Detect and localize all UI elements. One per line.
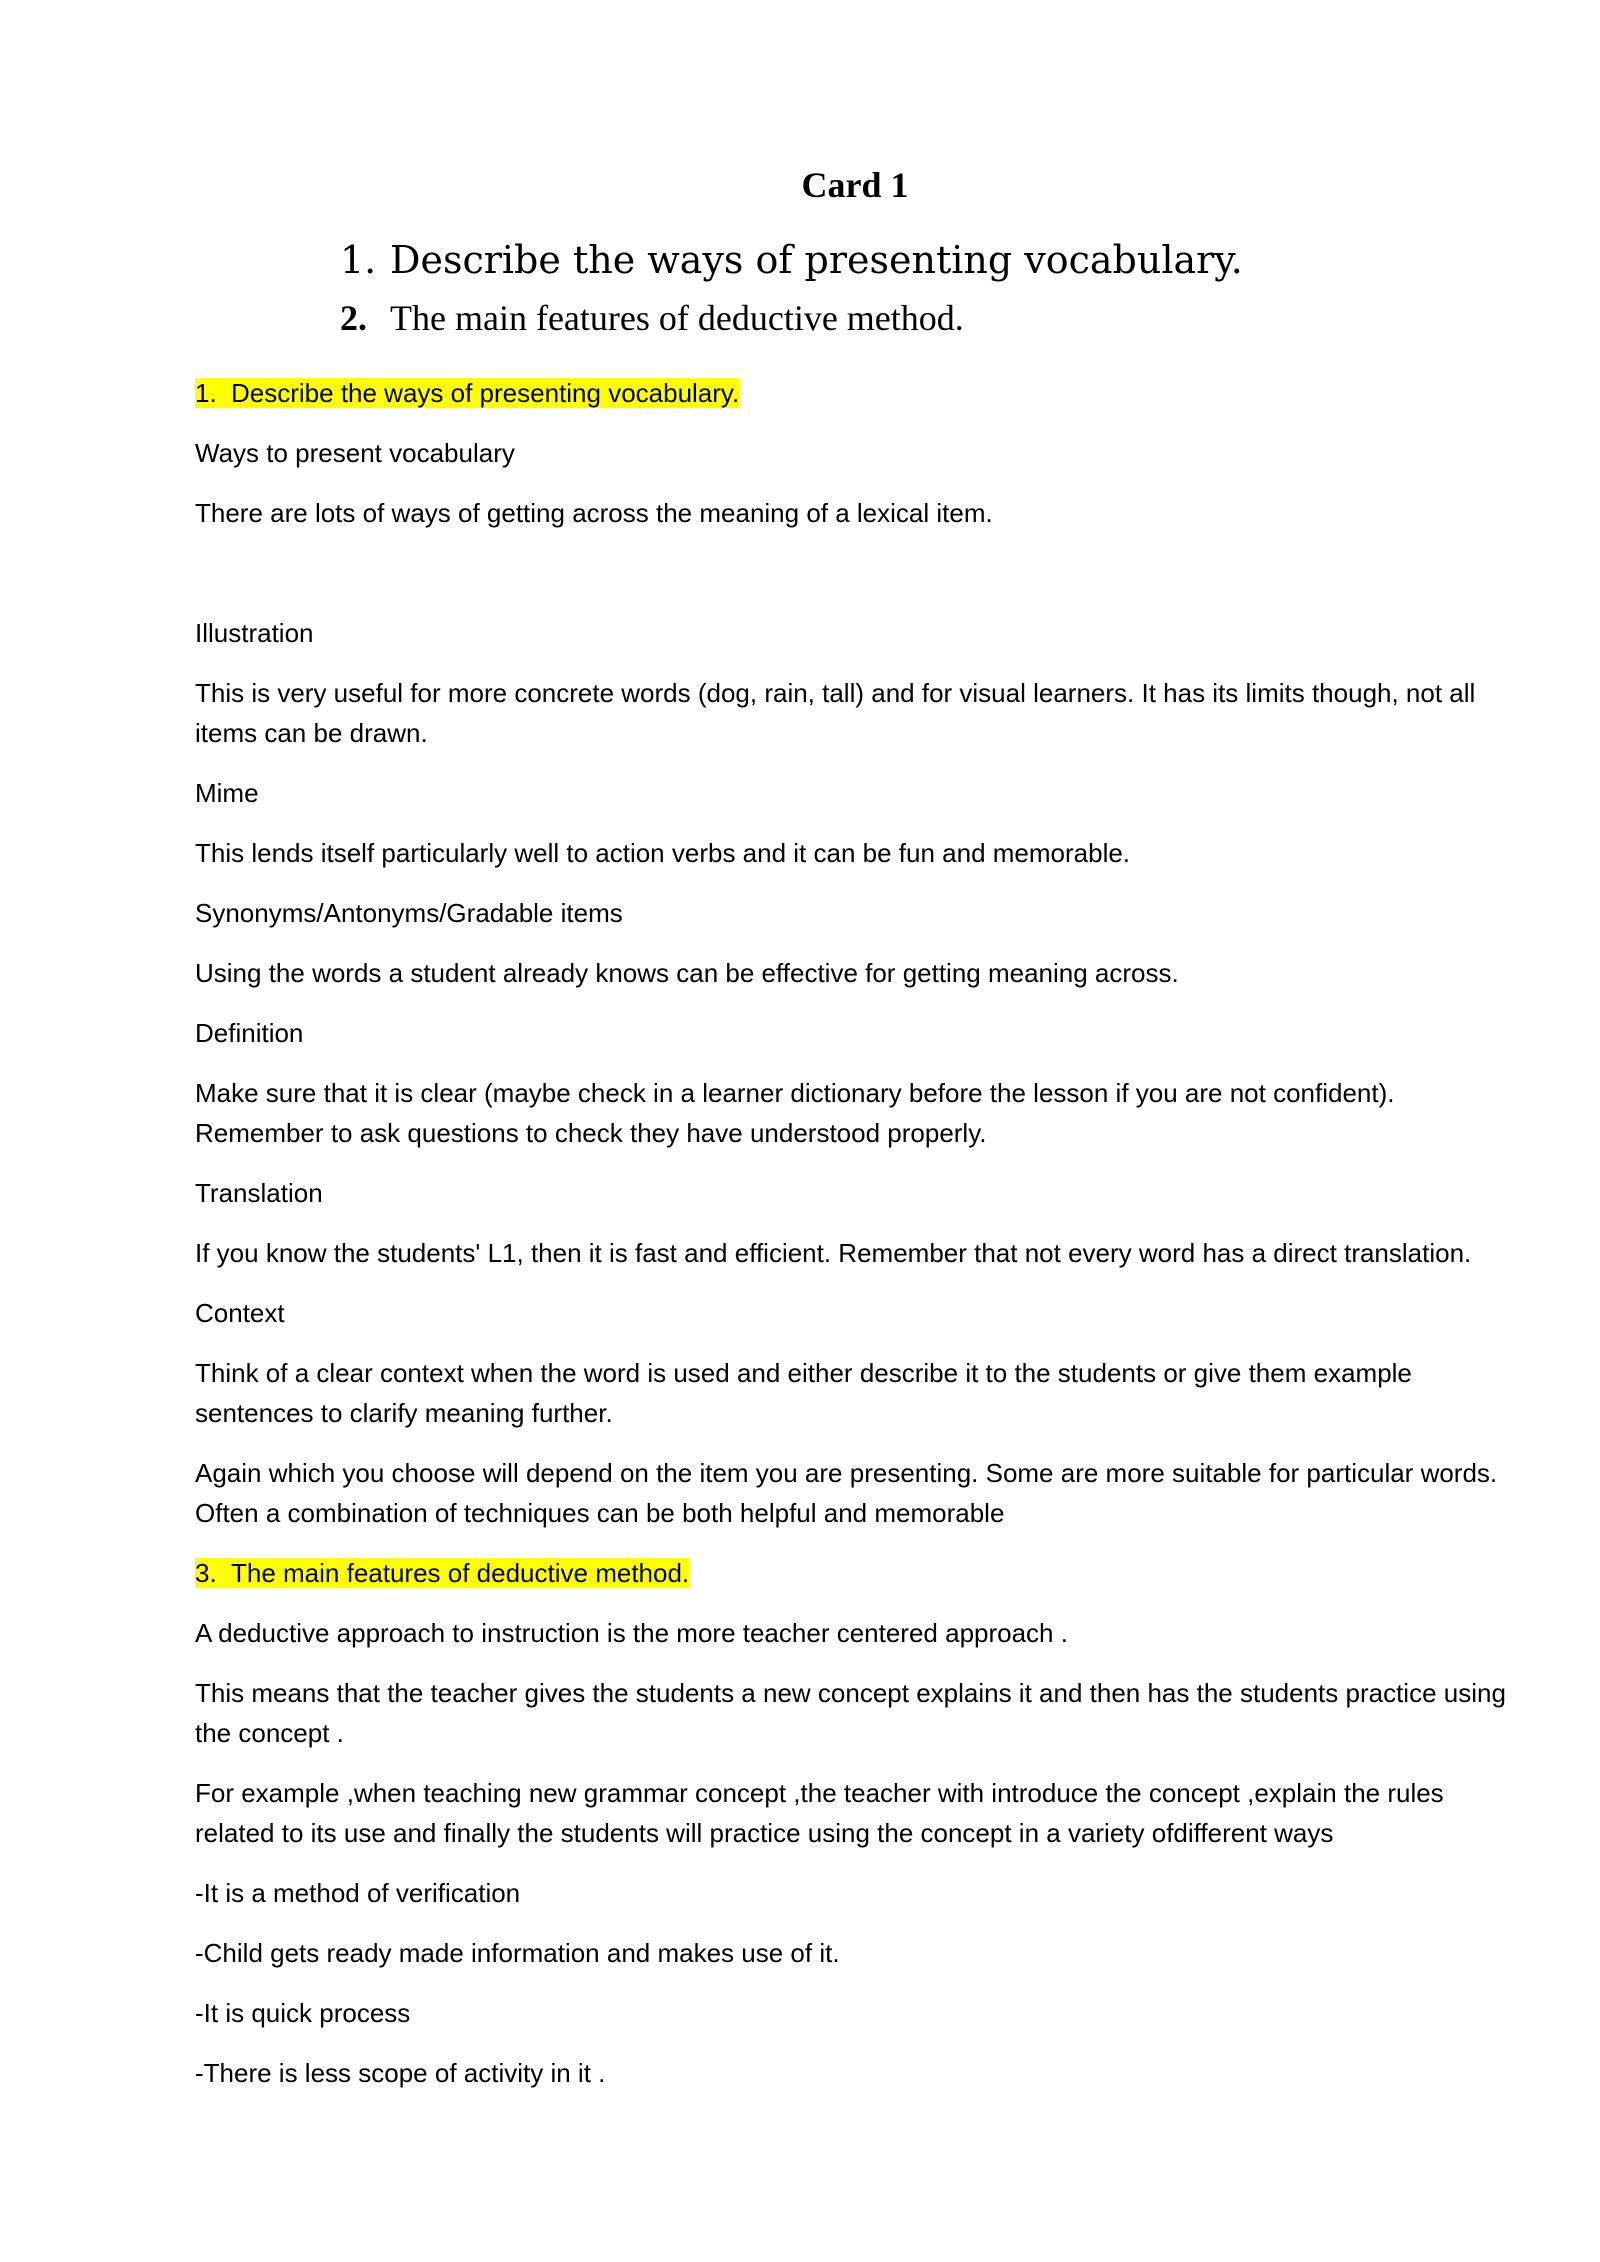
question-2 [340, 296, 964, 340]
item-text-translation: If you know the students' L1, then it is fast and efficient. Remember that not every word has a direct translation. [195, 1238, 1472, 1268]
document-body [195, 373, 1515, 2113]
feature-item: -There is less scope of activity in it . [195, 2058, 606, 2088]
item-label-definition: Definition [195, 1018, 304, 1048]
section-2-heading [195, 1553, 1515, 1593]
item-text-mime: This lends itself particularly well to action verbs and it can be fun and memorable. [195, 838, 1131, 868]
section-2-heading-text: The main features of deductive method. [231, 1558, 690, 1588]
item-label-synonyms: Synonyms/Antonyms/Gradable items [195, 898, 623, 928]
section-2-highlight [195, 1558, 689, 1588]
section-1-highlight [195, 378, 739, 408]
feature-item: -Child gets ready made information and makes use of it. [195, 1938, 840, 1968]
item-text-definition: Make sure that it is clear (maybe check in a learner dictionary before the lesson if you are not confident). Remember to ask questions to check they have understood properly. [195, 1078, 1395, 1148]
feature-item: -It is a method of verification [195, 1878, 521, 1908]
item-label-translation: Translation [195, 1178, 323, 1208]
question-2-number: 2. [340, 298, 367, 338]
item-text-synonyms: Using the words a student already knows can be effective for getting meaning across. [195, 958, 1179, 988]
section-1-intro: There are lots of ways of getting across the meaning of a lexical item. [195, 498, 993, 528]
item-label-context: Context [195, 1298, 285, 1328]
item-label-illustration: Illustration [195, 618, 314, 648]
section-2-paragraph: A deductive approach to instruction is the more teacher centered approach . [195, 1618, 1068, 1648]
question-2-text: The main features of deductive method. [390, 298, 964, 338]
item-text-illustration: This is very useful for more concrete words (dog, rain, tall) and for visual learners. It has its limits though, not all items can be drawn. [195, 678, 1476, 748]
section-1-heading-number: 1. [195, 378, 217, 408]
question-1 [340, 237, 1243, 283]
item-label-mime: Mime [195, 778, 259, 808]
section-1-conclusion: Again which you choose will depend on the item you are presenting. Some are more suitable for particular words. Often a combination of techniques can be both helpful and memorable [195, 1458, 1498, 1528]
section-2-heading-number: 3. [195, 1558, 217, 1588]
section-1-subtitle: Ways to present vocabulary [195, 438, 515, 468]
question-1-text: Describe the ways of presenting vocabulary. [390, 238, 1243, 282]
question-1-number: 1. [340, 238, 377, 282]
section-2-paragraph: For example ,when teaching new grammar concept ,the teacher with introduce the concept ,explain the rules related to its use and finally the students will practice using the concept in a variety ofdifferent ways [195, 1778, 1444, 1848]
item-text-context: Think of a clear context when the word is used and either describe it to the students or give them example sentences to clarify meaning further. [195, 1358, 1412, 1428]
section-2-paragraph: This means that the teacher gives the students a new concept explains it and then has the students practice using the concept . [195, 1678, 1506, 1748]
feature-item: -It is quick process [195, 1998, 411, 2028]
section-1-heading [195, 373, 1515, 413]
section-1-heading-text: Describe the ways of presenting vocabulary. [231, 378, 740, 408]
card-title: Card 1 [801, 165, 909, 205]
